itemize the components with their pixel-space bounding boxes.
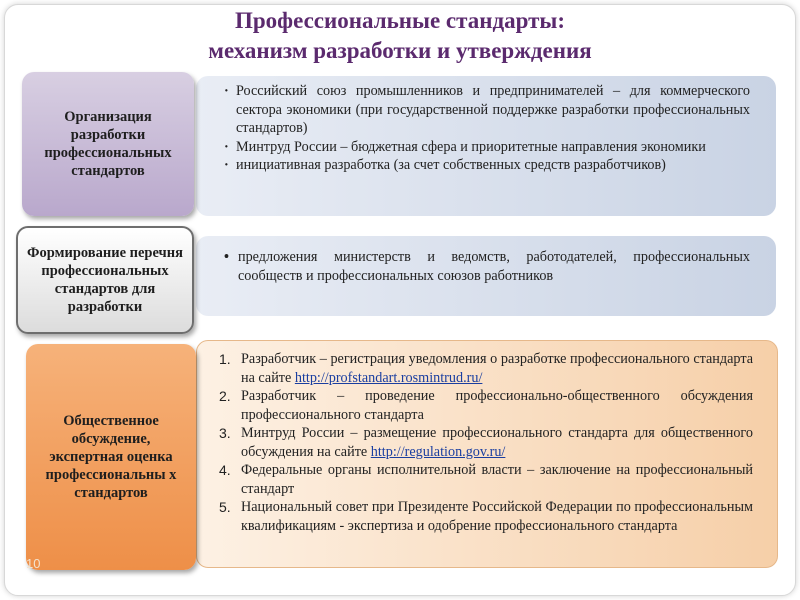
- list-item: · Минтруд России – бюджетная сфера и приоритетные направления экономики: [222, 138, 750, 157]
- discussion-label-text: Общественное обсуждение, экспертная оценка профессиональны х стандартов: [45, 413, 177, 501]
- formation-label: [16, 226, 194, 334]
- profstandart-link[interactable]: http://profstandart.rosmintrud.ru/: [294, 369, 483, 386]
- list-item: [219, 498, 753, 535]
- title-line-2: механизм разработки и утверждения: [208, 38, 592, 63]
- item-text: Минтруд России – размещение профессионального стандарта для общественного обсуждения на сайте: [241, 425, 753, 460]
- formation-panel: [196, 236, 776, 316]
- list-item: [219, 424, 753, 461]
- discussion-panel: [196, 340, 778, 568]
- item-number: 2.: [219, 388, 231, 404]
- item-number: 3.: [219, 425, 231, 441]
- list-item: [219, 461, 753, 498]
- item-text: Федеральные органы исполнительной власти – заключение на профессиональный стандарт: [241, 462, 753, 497]
- regulation-link[interactable]: http://regulation.gov.ru/: [370, 443, 506, 460]
- discussion-label: [26, 344, 196, 570]
- formation-label-text: Формирование перечня профессиональных стандартов для разработки: [27, 245, 183, 315]
- list-item: · инициативная разработка (за счет собственных средств разработчиков): [222, 156, 750, 175]
- item-number: 1.: [219, 351, 231, 367]
- list-item: · Российский союз промышленников и предпринимателей – для коммерческого сектора экономики (при государственной поддержке разработки профессиональных стандартов): [222, 82, 750, 138]
- organization-label-text: Организация разработки профессиональных стандартов: [44, 109, 172, 179]
- item-text: Разработчик – проведение профессионально-общественного обсуждения профессионального стандарта: [241, 388, 753, 423]
- page-number: 10: [26, 556, 41, 571]
- title-line-1: Профессиональные стандарты:: [234, 8, 566, 33]
- item-text: Национальный совет при Президенте Российской Федерации по профессиональным квалификациям - экспертиза и одобрение профессионального стандарта: [241, 499, 753, 534]
- list-item: [219, 350, 753, 387]
- slide-title: [0, 6, 800, 66]
- item-number: 4.: [219, 462, 231, 478]
- list-item: [219, 387, 753, 424]
- organization-label: [22, 72, 194, 216]
- item-text: Разработчик – регистрация уведомления о разработке профессионального стандарта на сайте: [241, 351, 753, 386]
- item-number: 5.: [219, 499, 231, 515]
- organization-panel: [196, 76, 776, 216]
- list-item: • предложения министерств и ведомств, работодателей, профессиональных сообществ и профессиональных союзов работников: [224, 248, 750, 285]
